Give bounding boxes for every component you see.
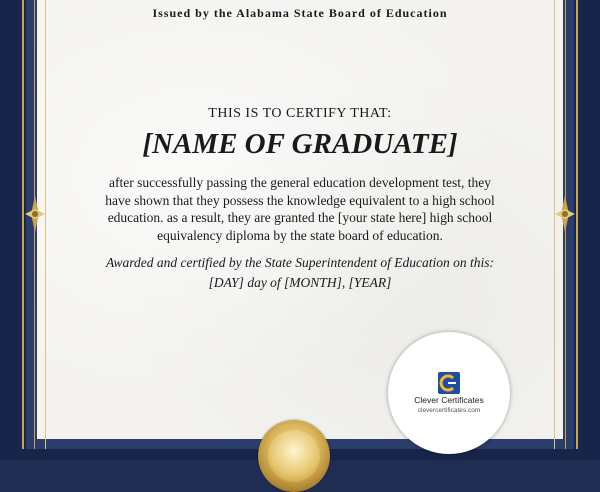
body-line: after successfully passing the general education development test, they bbox=[109, 175, 491, 190]
certificate-body bbox=[82, 174, 518, 244]
body-line: equivalency diploma by the state board of education. bbox=[157, 227, 443, 243]
gold-seal bbox=[258, 420, 330, 492]
awarded-line: Awarded and certified by the State Superintendent of Education on this: bbox=[106, 255, 494, 270]
certify-heading: THIS IS TO CERTIFY THAT: bbox=[208, 106, 392, 121]
clever-certificates-badge[interactable] bbox=[388, 332, 510, 454]
date-line: [DAY] day of [MONTH], [YEAR] bbox=[208, 275, 392, 290]
badge-brand-name: Clever Certificates bbox=[414, 395, 484, 405]
right-ornament-icon bbox=[553, 194, 577, 234]
clever-certificates-logo-icon bbox=[438, 372, 460, 394]
graduate-name: [NAME OF GRADUATE] bbox=[142, 128, 458, 160]
gold-seal-center bbox=[268, 430, 320, 482]
left-ornament-icon bbox=[23, 194, 47, 234]
body-line: have shown that they possess the knowledge equivalent to a high school bbox=[105, 192, 495, 208]
badge-url: clevercertificates.com bbox=[417, 407, 481, 414]
issuer-line: Issued by the Alabama State Board of Education bbox=[152, 6, 448, 20]
body-line: education. as a result, they are granted the [your state here] high school bbox=[107, 210, 493, 225]
